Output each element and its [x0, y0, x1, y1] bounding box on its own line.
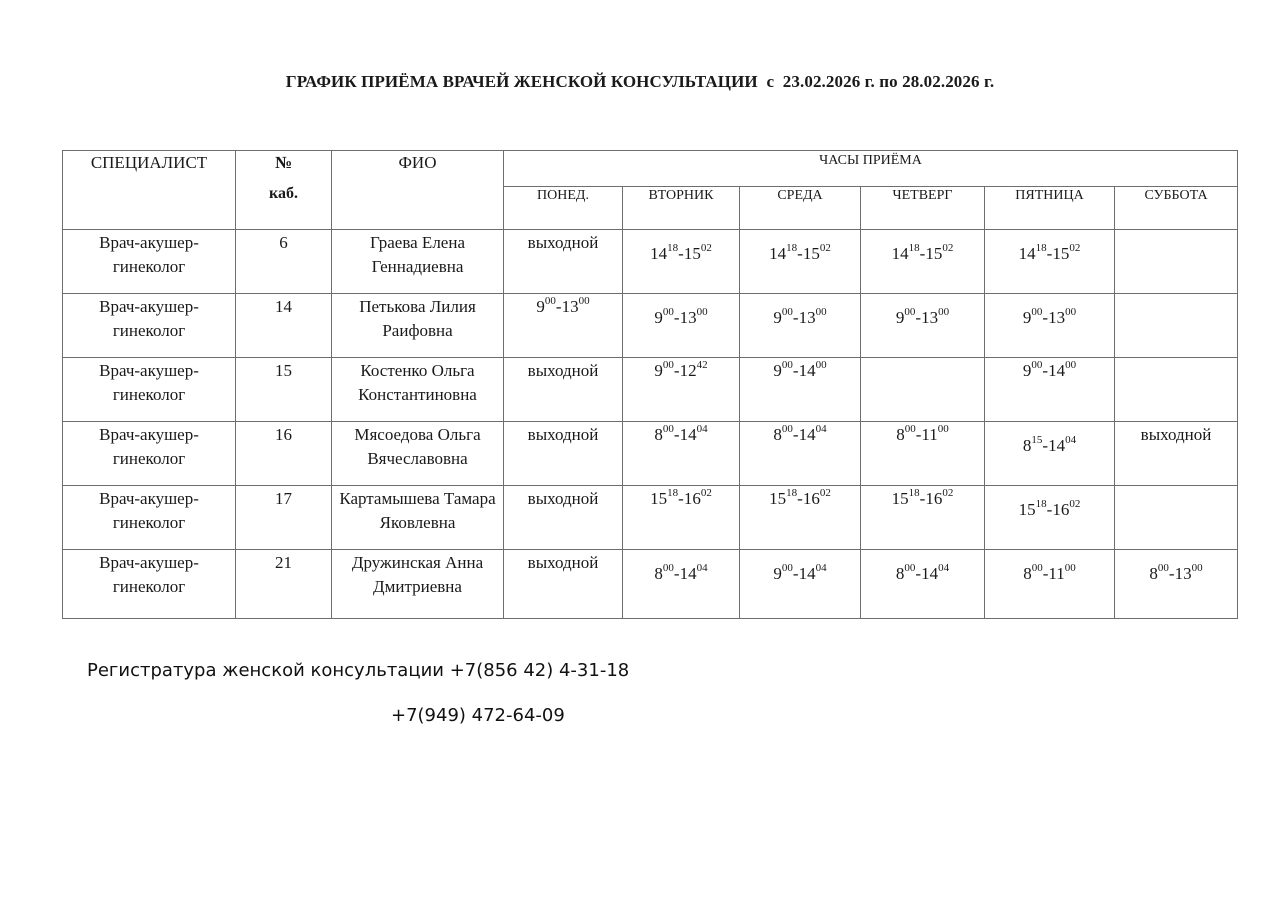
hours-cell-thu — [861, 422, 985, 486]
hours-cell-tue — [623, 486, 740, 550]
end-hour: 15 — [802, 244, 820, 263]
start-hour: 8 — [1023, 564, 1032, 583]
table-row — [63, 230, 1238, 294]
hours-cell-sat — [1115, 230, 1238, 294]
end-hour: 15 — [1052, 244, 1070, 263]
hours-range: $8^{00}-11^{00}$ — [896, 423, 949, 444]
hours-range: $8^{00}-14^{04}$ — [773, 423, 827, 444]
hours-cell-tue — [623, 358, 740, 422]
header-day-friday — [985, 187, 1115, 230]
end-minute: 00 — [1191, 562, 1203, 575]
header-day-label: ВТОРНИК — [648, 188, 714, 203]
schedule-table — [62, 150, 1238, 619]
end-minute: 04 — [1065, 434, 1077, 447]
header-day-monday — [504, 187, 623, 230]
end-hour: 16 — [1052, 500, 1070, 519]
start-minute: 18 — [1035, 498, 1047, 511]
start-hour: 8 — [896, 425, 905, 444]
hours-range: $9^{00}-12^{42}$ — [654, 359, 708, 380]
hours-range: $9^{00}-13^{00}$ — [654, 306, 708, 327]
start-hour: 8 — [654, 425, 663, 444]
hours-cell-tue — [623, 422, 740, 486]
end-hour: 12 — [679, 361, 697, 380]
end-hour: 13 — [1048, 308, 1066, 327]
hours-range: $14^{18}-15^{02}$ — [650, 242, 712, 263]
start-minute: 00 — [662, 359, 674, 372]
start-hour: 14 — [891, 244, 909, 263]
start-minute: 15 — [1031, 434, 1043, 447]
hours-cell-fri — [985, 294, 1115, 358]
end-minute: 04 — [696, 423, 708, 436]
start-minute: 00 — [904, 423, 916, 436]
room-number: 21 — [275, 553, 292, 572]
start-hour: 9 — [654, 308, 663, 327]
hours-range: $15^{18}-16^{02}$ — [891, 487, 954, 508]
start-hour: 8 — [1022, 436, 1032, 455]
header-name-label: ФИО — [398, 153, 437, 172]
hours-range: $15^{18}-16^{02}$ — [769, 487, 831, 508]
specialist: Врач-акушер-гинеколог — [99, 233, 199, 276]
end-hour: 16 — [925, 489, 943, 508]
start-minute: 00 — [781, 423, 793, 436]
hours-range: $9^{00}-13^{00}$ — [773, 306, 827, 327]
specialist: Врач-акушер-гинеколог — [99, 489, 199, 532]
end-hour: 14 — [921, 564, 939, 583]
hours-range: $9^{00}-14^{04}$ — [773, 562, 827, 583]
hours-cell-thu — [861, 486, 985, 550]
page-title: ГРАФИК ПРИЁМА ВРАЧЕЙ ЖЕНСКОЙ КОНСУЛЬТАЦИИ с 23.02.2026 г. по 28.02.2026 г. — [285, 72, 995, 91]
header-hours — [504, 151, 1238, 187]
end-minute: 04 — [815, 423, 827, 436]
hours-range: $8^{15}-14^{04}$ — [1022, 434, 1077, 455]
end-hour: 11 — [921, 425, 938, 444]
registry-phone: Регистратура женской консультации +7(856 42) 4-31-18 — [87, 660, 630, 681]
end-minute: 02 — [1069, 498, 1081, 511]
start-hour: 9 — [895, 308, 905, 327]
end-hour: 14 — [1048, 436, 1066, 455]
hours-cell-tue — [623, 550, 740, 619]
end-minute: 04 — [815, 562, 827, 575]
hours-cell-mon — [504, 294, 623, 358]
doctor-name: Костенко Ольга Константиновна — [358, 361, 477, 404]
end-minute: 02 — [819, 242, 831, 255]
end-hour: 16 — [802, 489, 820, 508]
hours-cell-mon — [504, 358, 623, 422]
hours-cell-mon — [504, 230, 623, 294]
end-hour: 14 — [679, 564, 697, 583]
header-hours-label: ЧАСЫ ПРИЁМА — [819, 153, 922, 168]
room-number: 14 — [275, 297, 292, 316]
start-hour: 15 — [650, 489, 668, 508]
table-row — [63, 422, 1238, 486]
header-day-label: ЧЕТВЕРГ — [892, 188, 953, 203]
end-hour: 14 — [798, 564, 816, 583]
hours-cell-wed — [740, 294, 861, 358]
start-hour: 14 — [1018, 244, 1036, 263]
end-hour: 14 — [1048, 361, 1066, 380]
hours-cell-thu — [861, 550, 985, 619]
start-minute: 00 — [1031, 359, 1043, 372]
start-minute: 18 — [667, 487, 679, 500]
start-minute: 00 — [1031, 306, 1043, 319]
header-day-wednesday — [740, 187, 861, 230]
start-minute: 00 — [781, 306, 793, 319]
specialist-cell — [63, 294, 236, 358]
end-minute: 04 — [696, 562, 708, 575]
doctor-name: Граева Елена Геннадиевна — [369, 233, 465, 276]
specialist-cell — [63, 358, 236, 422]
header-day-label: ПОНЕД. — [537, 188, 589, 203]
header-day-label: ПЯТНИЦА — [1015, 188, 1084, 203]
hours-cell-sat — [1115, 294, 1238, 358]
start-minute: 00 — [781, 359, 793, 372]
start-minute: 18 — [908, 242, 920, 255]
end-minute: 02 — [942, 242, 954, 255]
header-day-tuesday — [623, 187, 740, 230]
doctor-name-cell — [332, 358, 504, 422]
hours-text: выходной — [527, 489, 599, 508]
hours-text: выходной — [1140, 425, 1212, 444]
hours-cell-wed — [740, 550, 861, 619]
hours-cell-wed — [740, 358, 861, 422]
start-minute: 00 — [781, 562, 793, 575]
hours-cell-sat — [1115, 358, 1238, 422]
room-number-cell — [236, 358, 332, 422]
doctor-name: Мясоедова Ольга Вячеславовна — [354, 425, 481, 468]
hours-range: $8^{00}-13^{00}$ — [1149, 562, 1203, 583]
start-minute: 18 — [786, 242, 798, 255]
start-hour: 14 — [769, 244, 787, 263]
start-hour: 8 — [895, 564, 905, 583]
hours-cell-thu — [861, 230, 985, 294]
doctor-name-cell — [332, 486, 504, 550]
header-day-label: СУББОТА — [1144, 188, 1208, 203]
room-number-cell — [236, 486, 332, 550]
end-minute: 00 — [937, 423, 949, 436]
start-hour: 8 — [1149, 564, 1158, 583]
end-hour: 16 — [683, 489, 701, 508]
header-day-label: СРЕДА — [777, 188, 823, 203]
hours-cell-tue — [623, 230, 740, 294]
hours-cell-sat — [1115, 550, 1238, 619]
end-minute: 02 — [700, 487, 712, 500]
registry-phone-2: +7(949) 472-64-09 — [391, 705, 565, 726]
end-hour: 15 — [925, 244, 943, 263]
end-hour: 14 — [679, 425, 697, 444]
hours-range: $9^{00}-13^{00}$ — [1022, 306, 1077, 327]
hours-range: $9^{00}-14^{00}$ — [773, 359, 827, 380]
doctor-name: Картамышева Тамара Яковлевна — [339, 489, 496, 532]
room-number: 15 — [275, 361, 292, 380]
hours-text: выходной — [527, 553, 599, 572]
specialist-cell — [63, 230, 236, 294]
end-minute: 04 — [938, 562, 950, 575]
header-specialist — [63, 151, 236, 230]
start-minute: 00 — [904, 306, 916, 319]
start-minute: 00 — [1031, 562, 1043, 575]
start-minute: 00 — [662, 306, 674, 319]
start-minute: 00 — [1157, 562, 1169, 575]
hours-range: $8^{00}-14^{04}$ — [654, 562, 708, 583]
specialist: Врач-акушер-гинеколог — [99, 297, 199, 340]
start-hour: 9 — [1022, 308, 1032, 327]
start-hour: 9 — [654, 361, 663, 380]
header-room-line2: каб. — [269, 185, 298, 202]
header-day-thursday — [861, 187, 985, 230]
start-minute: 00 — [544, 295, 556, 308]
header-day-saturday — [1115, 187, 1238, 230]
doctor-name-cell — [332, 230, 504, 294]
hours-range: $15^{18}-16^{02}$ — [1018, 498, 1081, 519]
start-minute: 18 — [1035, 242, 1047, 255]
hours-text: выходной — [527, 425, 599, 444]
hours-cell-sat — [1115, 486, 1238, 550]
end-minute: 00 — [815, 359, 827, 372]
header-specialist-label: СПЕЦИАЛИСТ — [90, 153, 208, 172]
end-minute: 00 — [815, 306, 827, 319]
specialist: Врач-акушер-гинеколог — [99, 425, 199, 468]
hours-cell-tue — [623, 294, 740, 358]
end-minute: 00 — [1065, 306, 1077, 319]
hours-cell-wed — [740, 230, 861, 294]
specialist-cell — [63, 486, 236, 550]
end-minute: 02 — [700, 242, 712, 255]
start-hour: 14 — [650, 244, 668, 263]
end-minute: 02 — [819, 487, 831, 500]
start-hour: 15 — [1018, 500, 1036, 519]
schedule-body — [63, 230, 1238, 619]
hours-range: $8^{00}-11^{00}$ — [1023, 562, 1076, 583]
hours-cell-wed — [740, 486, 861, 550]
hours-cell-mon — [504, 422, 623, 486]
room-number: 6 — [279, 233, 288, 252]
specialist: Врач-акушер-гинеколог — [99, 361, 199, 404]
end-minute: 42 — [696, 359, 708, 372]
room-number: 17 — [275, 489, 292, 508]
header-name — [332, 151, 504, 230]
room-number-cell — [236, 550, 332, 619]
end-hour: 13 — [798, 308, 816, 327]
end-hour: 13 — [679, 308, 697, 327]
hours-cell-fri — [985, 486, 1115, 550]
start-minute: 00 — [662, 423, 674, 436]
start-hour: 9 — [773, 361, 782, 380]
doctor-name: Дружинская Анна Дмитриевна — [351, 553, 484, 596]
hours-range: $9^{00}-13^{00}$ — [895, 306, 950, 327]
hours-cell-fri — [985, 230, 1115, 294]
start-hour: 15 — [769, 489, 787, 508]
doctor-name-cell — [332, 550, 504, 619]
table-row — [63, 358, 1238, 422]
hours-range: $8^{00}-14^{04}$ — [654, 423, 708, 444]
room-number: 16 — [275, 425, 292, 444]
end-minute: 00 — [696, 306, 708, 319]
hours-range: $15^{18}-16^{02}$ — [650, 487, 712, 508]
start-hour: 9 — [536, 297, 545, 316]
end-minute: 02 — [942, 487, 954, 500]
hours-cell-sat — [1115, 422, 1238, 486]
hours-cell-fri — [985, 422, 1115, 486]
hours-range: $14^{18}-15^{02}$ — [891, 242, 954, 263]
end-hour: 15 — [683, 244, 701, 263]
hours-cell-fri — [985, 550, 1115, 619]
start-hour: 15 — [891, 489, 909, 508]
end-hour: 13 — [561, 297, 579, 316]
hours-cell-thu — [861, 294, 985, 358]
end-hour: 14 — [798, 425, 816, 444]
end-hour: 13 — [921, 308, 939, 327]
hours-text: выходной — [527, 361, 599, 380]
start-minute: 18 — [786, 487, 798, 500]
specialist: Врач-акушер-гинеколог — [99, 553, 199, 596]
hours-cell-fri — [985, 358, 1115, 422]
end-minute: 02 — [1069, 242, 1081, 255]
end-minute: 00 — [1064, 562, 1076, 575]
hours-range: $8^{00}-14^{04}$ — [895, 562, 950, 583]
specialist-cell — [63, 550, 236, 619]
start-minute: 00 — [904, 562, 916, 575]
hours-range: $9^{00}-14^{00}$ — [1022, 359, 1077, 380]
hours-range: $9^{00}-13^{00}$ — [536, 295, 590, 316]
room-number-cell — [236, 422, 332, 486]
specialist-cell — [63, 422, 236, 486]
hours-text: выходной — [527, 233, 599, 252]
hours-range: $14^{18}-15^{02}$ — [769, 242, 831, 263]
start-hour: 9 — [773, 308, 782, 327]
start-hour: 8 — [654, 564, 663, 583]
hours-cell-mon — [504, 550, 623, 619]
end-hour: 14 — [798, 361, 816, 380]
table-row — [63, 550, 1238, 619]
room-number-cell — [236, 294, 332, 358]
table-row — [63, 486, 1238, 550]
room-number-cell — [236, 230, 332, 294]
hours-range: $14^{18}-15^{02}$ — [1018, 242, 1081, 263]
doctor-name-cell — [332, 294, 504, 358]
hours-cell-wed — [740, 422, 861, 486]
start-hour: 9 — [1022, 361, 1032, 380]
doctor-name: Петькова Лилия Раифовна — [359, 297, 476, 340]
doctor-name-cell — [332, 422, 504, 486]
start-minute: 18 — [908, 487, 920, 500]
header-room — [236, 151, 332, 230]
end-minute: 00 — [1065, 359, 1077, 372]
start-hour: 9 — [773, 564, 782, 583]
start-minute: 00 — [662, 562, 674, 575]
start-hour: 8 — [773, 425, 782, 444]
table-row — [63, 294, 1238, 358]
start-minute: 18 — [667, 242, 679, 255]
end-minute: 00 — [938, 306, 950, 319]
end-hour: 13 — [1174, 564, 1192, 583]
end-minute: 00 — [578, 295, 590, 308]
end-hour: 11 — [1048, 564, 1065, 583]
hours-cell-thu — [861, 358, 985, 422]
hours-cell-mon — [504, 486, 623, 550]
header-room-line1: № — [274, 153, 293, 172]
